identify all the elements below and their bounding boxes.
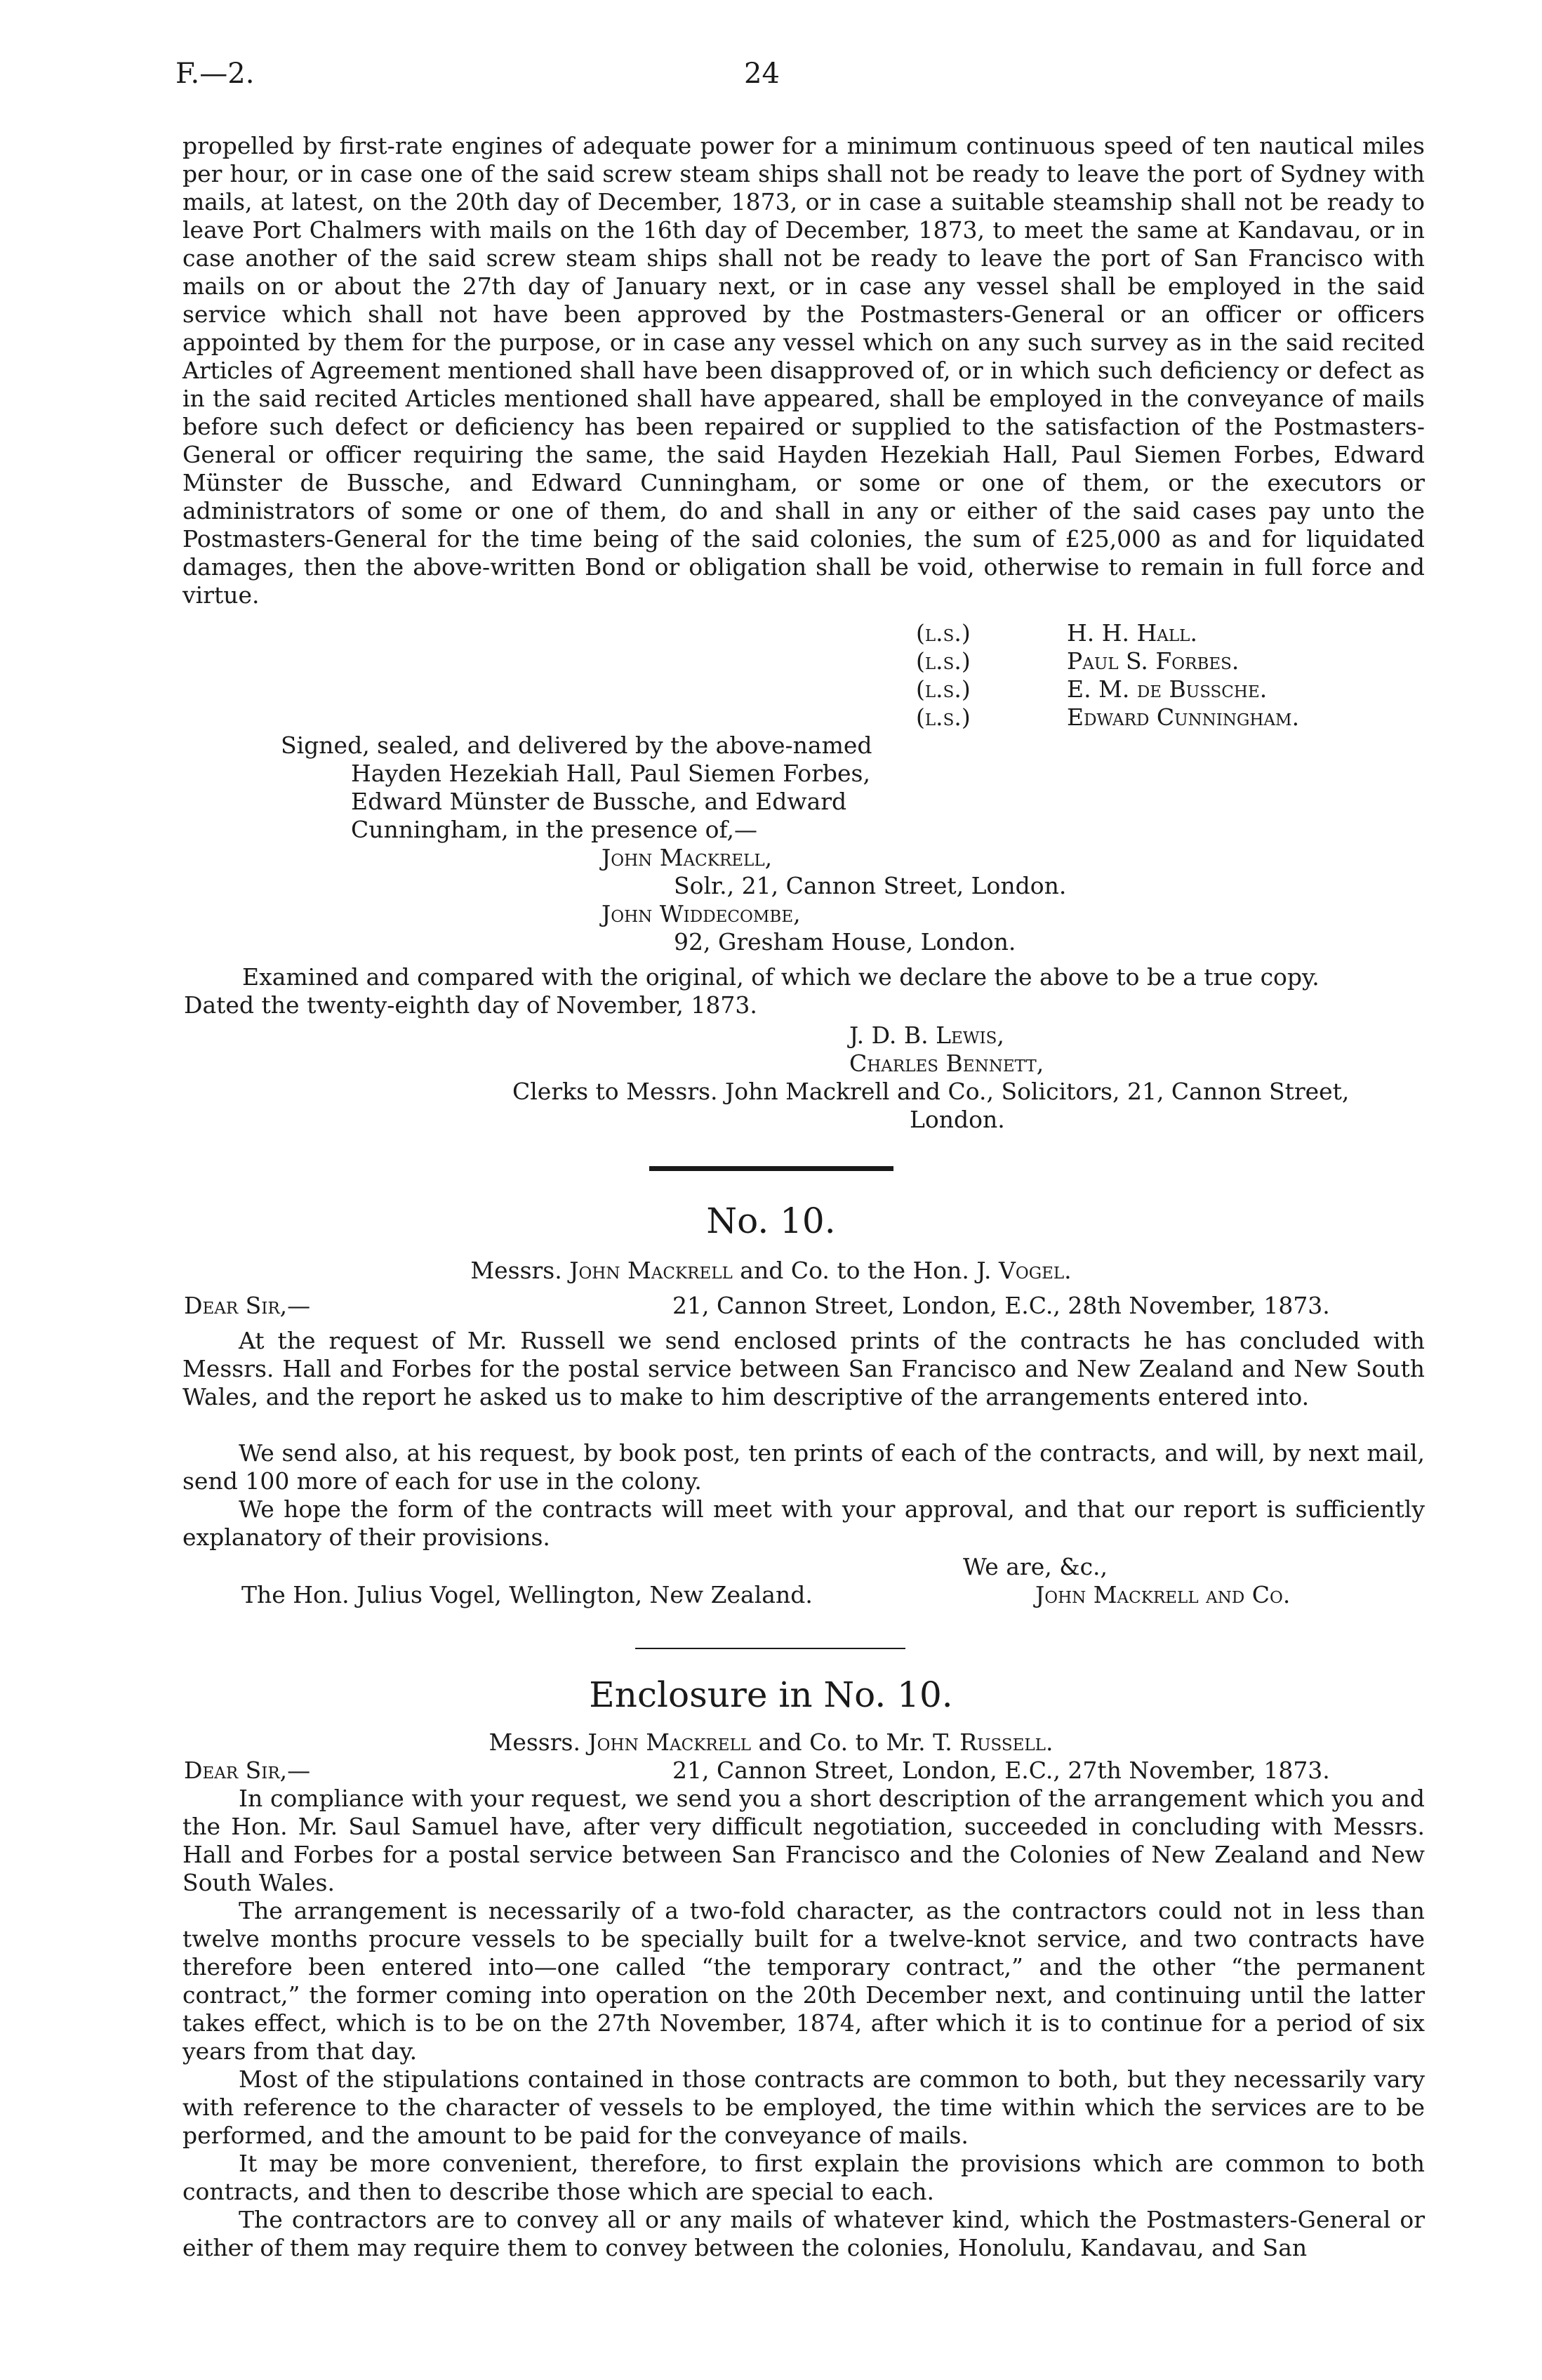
address-date: 21, Cannon Street, London, E.C., 28th November, 1873. xyxy=(672,1292,1330,1319)
letter-subheading xyxy=(0,1257,1542,1285)
witness-address: Solr., 21, Cannon Street, London. xyxy=(674,872,1067,899)
addressee: The Hon. Julius Vogel, Wellington, New Zealand. xyxy=(241,1581,813,1608)
page-number: 24 xyxy=(744,58,780,90)
attestation-line: Cunningham, in the presence of,— xyxy=(351,816,758,843)
witness-address: 92, Gresham House, London. xyxy=(674,928,1016,956)
bond-paragraph: propelled by first-rate engines of adequate power for a minimum continuous speed of ten nautical miles per hour, or in case one of the said screw steam ships shall not be ready to leave the port of Sydney with mails, at latest, on the 20th day of December, 1873, or in case a suitable steamship shall not be ready to leave Port Chalmers with mails on the 16th day of December, 1873, to meet the same at Kandavau, or in case another of the said screw steam ships shall not be ready to leave the port of San Francisco with mails on or about the 27th day of January next, or in case any vessel shall be employed in the said service which shall not have been approved by the Postmasters-General or an officer or officers appointed by them for the purpose, or in case any vessel which on any such survey as in the said recited Articles of Agreement mentioned shall have been disapproved of, or in which such deficiency or defect as in the said recited Articles mentioned shall have appeared, shall be employed in the conveyance of mails before such defect or deficiency has been repaired or supplied to the satisfaction of the Postmasters-General or officer requiring the same, the said Hayden Hezekiah Hall, Paul Siemen Forbes, Edward Münster de Bussche, and Edward Cunningham, or some or one of them, or the executors or administrators of some or one of them, do and shall in any or either of the said cases pay unto the Postmasters-General for the time being of the said colonies, the sum of £25,000 as and for liquidated damages, then the above-written Bond or obligation shall be void, otherwise to remain in full force and virtue. xyxy=(182,132,1425,609)
clerks-description: Clerks to Messrs. John Mackrell and Co., Solicitors, 21, Cannon Street, xyxy=(512,1078,1350,1105)
seal-mark: (l.s.) xyxy=(916,703,971,731)
signatory-name: Edward Cunningham. xyxy=(1067,703,1300,731)
enclosure-title: Enclosure in No. 10. xyxy=(589,1674,953,1715)
sender-name: John Mackrell xyxy=(569,1257,733,1284)
letter-number-title: No. 10. xyxy=(706,1201,836,1241)
enclosure-paragraph: Most of the stipulations contained in those contracts are common to both, but they necessarily vary with reference to the character of vessels to be employed, the time within which the services are to be performed, and the amount to be paid for the conveyance of mails. xyxy=(182,2065,1425,2149)
examined-statement: Examined and compared with the original, of which we declare the above to be a true copy. xyxy=(242,963,1320,991)
clerks-description: London. xyxy=(910,1106,1005,1133)
attestation-line: Signed, sealed, and delivered by the above-named xyxy=(281,732,872,759)
section-code: F.—2. xyxy=(175,58,255,90)
enclosure-paragraph: The contractors are to convey all or any mails of whatever kind, which the Postmasters-General or either of them may require them to convey between the colonies, Honolulu, Kandavau, and San xyxy=(182,2206,1425,2261)
sender-name: John Mackrell xyxy=(587,1728,752,1756)
enclosure-paragraph: It may be more convenient, therefore, to first explain the provisions which are common to both contracts, and then to describe those which are special to each. xyxy=(182,2150,1425,2205)
recipient-name: Russell. xyxy=(959,1728,1054,1756)
clerk-name: J. D. B. Lewis, xyxy=(849,1022,1004,1049)
subheading-text: Messrs. xyxy=(470,1257,570,1284)
signatory-name: H. H. Hall. xyxy=(1067,619,1197,647)
signatory-name: E. M. de Bussche. xyxy=(1067,675,1268,703)
subheading-text: and Co. to Mr. T. xyxy=(751,1728,960,1756)
enclosure-paragraph: The arrangement is necessarily of a two-fold character, as the contractors could not in less than twelve months procure vessels to be specially built for a twelve-knot service, and two contracts have therefore been entered into—one called “the temporary contract,” and the other “the permanent contract,” the former coming into operation on the 20th December next, and continuing until the latter takes effect, which is to be on the 27th November, 1874, after which it is to continue for a period of six years from that day. xyxy=(182,1897,1425,2065)
enclosure-subheading xyxy=(0,1728,1542,1757)
subheading-text: and Co. to the Hon. J. xyxy=(732,1257,999,1284)
page-header xyxy=(0,58,1542,100)
salutation: Dear Sir,— xyxy=(184,1757,311,1784)
attestation-line: Edward Münster de Bussche, and Edward xyxy=(351,788,847,815)
letter-paragraph: We send also, at his request, by book post, ten prints of each of the contracts, and will, by next mail, send 100 more of each for use in the colony. xyxy=(182,1439,1425,1495)
signature: John Mackrell and Co. xyxy=(1035,1581,1291,1608)
salutation: Dear Sir,— xyxy=(184,1292,311,1319)
clerk-name: Charles Bennett, xyxy=(849,1050,1044,1077)
section-divider xyxy=(635,1648,905,1649)
recipient-name: Vogel. xyxy=(999,1257,1072,1284)
seal-mark: (l.s.) xyxy=(916,619,971,647)
section-divider xyxy=(649,1166,893,1171)
signatory-name: Paul S. Forbes. xyxy=(1067,647,1239,675)
letter-paragraph: At the request of Mr. Russell we send enclosed prints of the contracts he has concluded with Messrs. Hall and Forbes for the postal service between San Francisco and New Zealand and New South Wales, and the report he asked us to make to him descriptive of the arrangements entered into. xyxy=(182,1327,1425,1410)
witness-name: John Widdecombe, xyxy=(601,900,801,927)
letter-paragraph: We hope the form of the contracts will meet with your approval, and that our report is sufficiently explanatory of their provisions. xyxy=(182,1495,1425,1551)
witness-name: John Mackrell, xyxy=(601,844,773,871)
closing: We are, &c., xyxy=(963,1553,1108,1580)
enclosure-paragraph: In compliance with your request, we send you a short description of the arrangement which you and the Hon. Mr. Saul Samuel have, after very difficult negotiation, succeeded in concluding with Messrs. Hall and Forbes for a postal service between San Francisco and the Colonies of New Zealand and New South Wales. xyxy=(182,1785,1425,1896)
dated-line: Dated the twenty-eighth day of November, 1873. xyxy=(184,991,757,1019)
attestation-line: Hayden Hezekiah Hall, Paul Siemen Forbes, xyxy=(351,760,870,787)
seal-mark: (l.s.) xyxy=(916,675,971,703)
seal-mark: (l.s.) xyxy=(916,647,971,675)
subheading-text: Messrs. xyxy=(488,1728,588,1756)
address-date: 21, Cannon Street, London, E.C., 27th November, 1873. xyxy=(672,1757,1330,1784)
